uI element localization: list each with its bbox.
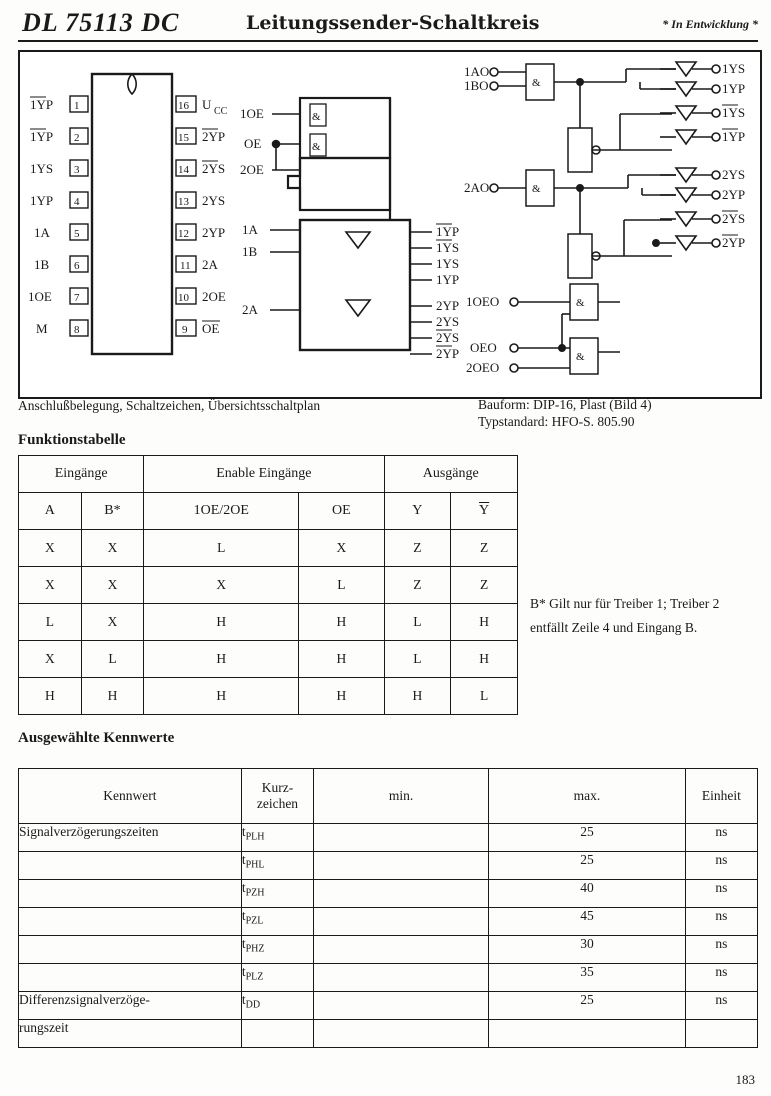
kennwert-symbol: $t_{PLZ}$ (241, 964, 313, 992)
svg-text:12: 12 (178, 228, 189, 240)
kennwerte-col-kennwert: Kennwert (19, 769, 242, 824)
symbol-input-1b: 1B (242, 244, 258, 259)
diagram-panel (18, 50, 762, 399)
cell-b: X (81, 567, 144, 604)
col-header-oe: OE (299, 493, 384, 530)
pin-label-left-3: 1YS (30, 161, 54, 176)
cell-y-inv: L (451, 678, 518, 715)
pin-label-right-14: 2YS (202, 161, 226, 176)
schem-output-8: 2YP (722, 235, 746, 250)
diagram-caption-left: Anschlußbelegung, Schaltzeichen, Übersichtsschaltplan (18, 398, 321, 413)
pin-label-left-6: 1B (34, 257, 50, 272)
kennwert-name (19, 964, 242, 992)
kennwert-max: 40 (489, 880, 686, 908)
kennwert-min (314, 964, 489, 992)
schem-output-6: 2YP (722, 187, 746, 202)
symbol-output-6: 2YS (436, 314, 460, 329)
pin-label-right-10: 2OE (202, 289, 226, 304)
group-header-enable: Enable Eingänge (144, 456, 384, 493)
kennwert-name (19, 908, 242, 936)
kennwert-min (314, 880, 489, 908)
pin-label-right-12: 2YP (202, 225, 226, 240)
kennwert-max: 45 (489, 908, 686, 936)
kennwert-unit: ns (685, 908, 757, 936)
symbol-output-1: 1YP (436, 224, 460, 239)
table-row (19, 641, 518, 678)
symbol-input-oe: OE (244, 136, 262, 151)
col-header-b: B* (81, 493, 144, 530)
schem-output-1: 1YS (722, 61, 746, 76)
kennwerte-col-einheit: Einheit (685, 769, 757, 824)
svg-text:CC: CC (214, 106, 228, 117)
kennwert-min (314, 824, 489, 852)
pin-label-left-7: 1OE (28, 289, 52, 304)
pin-label-right-11: 2A (202, 257, 218, 272)
col-header-a: A (19, 493, 82, 530)
cell-a: X (19, 567, 82, 604)
cell-1oe2oe: X (144, 567, 299, 604)
symbol-output-8: 2YP (436, 346, 460, 361)
schem-input-1b: 1BO (464, 78, 489, 93)
kennwert-min (314, 1020, 489, 1048)
kennwerte-table (18, 768, 758, 1048)
cell-oe: X (299, 530, 384, 567)
kennwert-min (314, 936, 489, 964)
cell-a: L (19, 604, 82, 641)
pin-label-left-1: 1YP (30, 97, 54, 112)
symbol-output-4: 1YP (436, 272, 460, 287)
svg-text:1: 1 (74, 100, 80, 112)
svg-text:9: 9 (182, 324, 188, 336)
cell-oe: H (299, 678, 384, 715)
svg-text:15: 15 (178, 132, 189, 144)
kennwert-max: 25 (489, 824, 686, 852)
kurzzeichen-line1: Kurz- (261, 780, 294, 795)
package-info: Bauform: DIP-16, Plast (Bild 4) (478, 397, 652, 412)
kennwert-symbol: $t_{PHL}$ (241, 852, 313, 880)
kennwert-min (314, 852, 489, 880)
kennwert-symbol: $t_{DD}$ (241, 992, 313, 1020)
symbol-output-5: 2YP (436, 298, 460, 313)
cell-y-inv: Z (451, 530, 518, 567)
schem-input-2oe: 2OEO (466, 360, 500, 375)
schem-input-1oe: 1OEO (466, 294, 500, 309)
table-row (19, 852, 758, 880)
schem-output-5: 2YS (722, 167, 746, 182)
header-divider (18, 40, 758, 42)
diagram-svg (20, 52, 756, 393)
kennwert-max: 25 (489, 852, 686, 880)
svg-text:&: & (532, 77, 541, 89)
kennwert-name (19, 880, 242, 908)
cell-b: L (81, 641, 144, 678)
schem-input-2a: 2AO (464, 180, 490, 195)
table-row (19, 824, 758, 852)
svg-text:&: & (576, 351, 585, 363)
symbol-input-1a: 1A (242, 222, 258, 237)
cell-b: H (81, 678, 144, 715)
kennwert-symbol (241, 1020, 313, 1048)
svg-text:3: 3 (74, 164, 80, 176)
svg-text:11: 11 (180, 260, 191, 272)
svg-text:7: 7 (74, 292, 80, 304)
funktionstabelle-title: Funktionstabelle (18, 432, 126, 448)
table-row (19, 567, 518, 604)
page-number: 183 (735, 1072, 755, 1087)
cell-y: L (384, 604, 451, 641)
kennwerte-col-min: min. (314, 769, 489, 824)
group-header-eingaenge: Eingänge (19, 456, 144, 493)
schem-output-2: 1YP (722, 81, 746, 96)
kennwert-name: rungszeit (19, 1020, 242, 1048)
kennwert-symbol: $t_{PZL}$ (241, 908, 313, 936)
table-row (19, 880, 758, 908)
schem-output-3: 1YS (722, 105, 746, 120)
svg-text:10: 10 (178, 292, 189, 304)
svg-text:&: & (312, 111, 321, 123)
funktionstabelle-note: B* Gilt nur für Treiber 1; Treiber 2 entfällt Zeile 4 und Eingang B. (530, 596, 720, 635)
schem-input-oe: OEO (470, 340, 497, 355)
kennwert-name (19, 852, 242, 880)
cell-1oe2oe: L (144, 530, 299, 567)
cell-a: H (19, 678, 82, 715)
kennwert-unit (685, 1020, 757, 1048)
table-row (19, 908, 758, 936)
pin-label-left-2: 1YP (30, 129, 54, 144)
table-row (19, 1020, 758, 1048)
type-standard-info: Typstandard: HFO-S. 805.90 (478, 414, 635, 429)
part-number: DL 75113 DC (22, 8, 180, 37)
col-header-y: Y (384, 493, 451, 530)
cell-oe: H (299, 604, 384, 641)
col-header-1oe2oe: 1OE/2OE (144, 493, 299, 530)
funktionstabelle (18, 455, 518, 715)
symbol-output-7: 2YS (436, 330, 460, 345)
diagram-caption-right (478, 396, 758, 430)
pin-label-right-16: U (202, 97, 212, 112)
page-title: Leitungssender-Schaltkreis (246, 12, 540, 34)
cell-b: X (81, 530, 144, 567)
svg-text:8: 8 (74, 324, 80, 336)
pin-label-right-9: OE (202, 321, 220, 336)
svg-text:4: 4 (74, 196, 80, 208)
svg-text:16: 16 (178, 100, 189, 112)
development-note: * In Entwicklung * (662, 17, 758, 31)
kennwert-unit: ns (685, 880, 757, 908)
group-header-ausgaenge: Ausgänge (384, 456, 518, 493)
kurzzeichen-line2: zeichen (256, 796, 299, 811)
pin-label-left-4: 1YP (30, 193, 54, 208)
cell-a: X (19, 641, 82, 678)
cell-a: X (19, 530, 82, 567)
schem-output-7: 2YS (722, 211, 746, 226)
kennwert-symbol: $t_{PLH}$ (241, 824, 313, 852)
cell-y: L (384, 641, 451, 678)
cell-1oe2oe: H (144, 678, 299, 715)
kennwert-unit: ns (685, 992, 757, 1020)
kennwerte-title: Ausgewählte Kennwerte (18, 730, 175, 746)
pin-label-left-5: 1A (34, 225, 50, 240)
col-header-y-inv: $\overline{Y}$ (451, 493, 518, 530)
pin-label-left-8: M (36, 321, 48, 336)
table-row (19, 992, 758, 1020)
pin-label-right-15: 2YP (202, 129, 226, 144)
kennwert-min (314, 992, 489, 1020)
cell-y-inv: Z (451, 567, 518, 604)
kennwert-max: 25 (489, 992, 686, 1020)
kennwert-unit: ns (685, 964, 757, 992)
svg-text:14: 14 (178, 164, 189, 176)
table-row (19, 530, 518, 567)
kennwert-symbol: $t_{PZH}$ (241, 880, 313, 908)
table-row (19, 936, 758, 964)
kennwert-name (19, 936, 242, 964)
kennwert-unit: ns (685, 852, 757, 880)
cell-oe: L (299, 567, 384, 604)
svg-text:2: 2 (74, 132, 80, 144)
cell-y: Z (384, 567, 451, 604)
cell-y-inv: H (451, 604, 518, 641)
svg-text:&: & (312, 141, 321, 153)
table-column-header-row (19, 493, 518, 530)
symbol-output-2: 1YS (436, 240, 460, 255)
cell-y: Z (384, 530, 451, 567)
svg-text:5: 5 (74, 228, 80, 240)
table-row (19, 964, 758, 992)
pin-label-right-13: 2YS (202, 193, 226, 208)
symbol-input-1oe: 1OE (240, 106, 264, 121)
kennwerte-col-max: max. (489, 769, 686, 824)
kennwert-unit: ns (685, 936, 757, 964)
kennwerte-col-kurzzeichen (241, 769, 313, 824)
kennwert-name: Differenzsignalverzöge- (19, 992, 242, 1020)
cell-y-inv: H (451, 641, 518, 678)
cell-1oe2oe: H (144, 604, 299, 641)
kennwerte-header-row (19, 769, 758, 824)
svg-text:&: & (576, 297, 585, 309)
cell-y: H (384, 678, 451, 715)
symbol-input-2oe: 2OE (240, 162, 264, 177)
svg-text:13: 13 (178, 196, 189, 208)
table-group-header-row (19, 456, 518, 493)
kennwert-max (489, 1020, 686, 1048)
symbol-input-2a: 2A (242, 302, 258, 317)
kennwert-name: Signalverzögerungszeiten (19, 824, 242, 852)
kennwert-unit: ns (685, 824, 757, 852)
table-row (19, 604, 518, 641)
schem-output-4: 1YP (722, 129, 746, 144)
cell-oe: H (299, 641, 384, 678)
page-header (18, 8, 758, 42)
cell-1oe2oe: H (144, 641, 299, 678)
svg-text:6: 6 (74, 260, 80, 272)
table-row (19, 678, 518, 715)
schem-input-1a: 1AO (464, 64, 490, 79)
kennwert-max: 30 (489, 936, 686, 964)
symbol-output-3: 1YS (436, 256, 460, 271)
cell-b: X (81, 604, 144, 641)
kennwert-symbol: $t_{PHZ}$ (241, 936, 313, 964)
svg-text:&: & (532, 183, 541, 195)
kennwert-min (314, 908, 489, 936)
kennwert-max: 35 (489, 964, 686, 992)
